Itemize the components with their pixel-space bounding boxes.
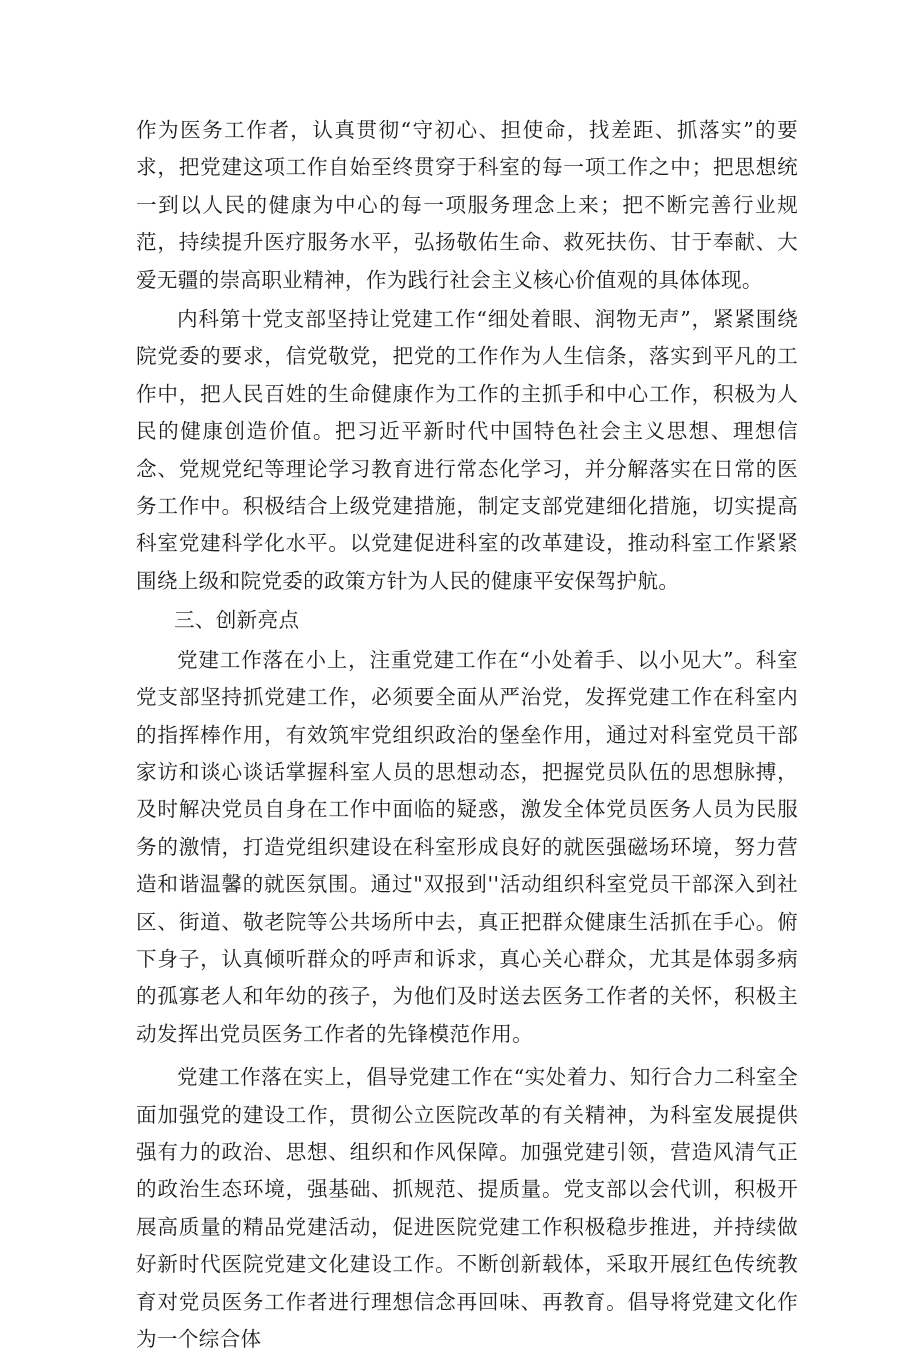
paragraph-small: 党建工作落在小上，注重党建工作在“小处着手、以小见大”。科室党支部坚持抓党建工作，必须要全面从严治党，发挥党建工作在科室内的指挥棒作用，有效筑牢党组织政治的堡垒作用，通过对科室党员干部家访和谈心谈话掌握科室人员的思想动态，把握党员队伍的思想脉搏，及时解决党员自身在工作中面临的疑惑，激发全体党员医务人员为民服务的激情，打造党组织建设在科室形成良好的就医强磁场环境，努力营造和谐温馨的就医氛围。通过"双报到''活动组织科室党员干部深入到社区、街道、敬老院等公共场所中去，真正把群众健康生活抓在手心。俯下身子，认真倾听群众的呼声和诉求，真心关心群众，尤其是体弱多病的孤寡老人和年幼的孩子，为他们及时送去医务工作者的关怀，积极主动发挥出党员医务工作者的先锋模范作用。: [136, 647, 798, 1046]
document-body: [136, 112, 798, 1358]
paragraph-solid: 党建工作落在实上，倡导党建工作在“实处着力、知行合力二科室全面加强党的建设工作，贯彻公立医院改革的有关精神，为科室发展提供强有力的政治、思想、组织和作风保障。加强党建引领，营造风清气正的政治生态环境，强基础、抓规范、提质量。党支部以会代训，积极开展高质量的精品党建活动，促进医院党建工作积极稳步推进，并持续做好新时代医院党建文化建设工作。不断创新载体，采取开展红色传统教育对党员医务工作者进行理想信念再回味、再教育。倡导将党建文化作为一个综合体: [136, 1065, 798, 1351]
section-heading: 三、创新亮点: [174, 608, 300, 633]
paragraph-duty: 作为医务工作者，认真贯彻“守初心、担使命，找差距、抓落实”的要求，把党建这项工作自始至终贯穿于科室的每一项工作之中；把思想统一到以人民的健康为中心的每一项服务理念上来；把不断完善行业规范，持续提升医疗服务水平，弘扬敬佑生命、救死扶伤、甘于奉献、大爱无疆的崇高职业精神，作为践行社会主义核心价值观的具体体现。: [136, 118, 798, 292]
paragraph-branch: 内科第十党支部坚持让党建工作“细处着眼、润物无声”，紧紧围绕院党委的要求，信党敬党，把党的工作作为人生信条，落实到平凡的工作中，把人民百姓的生命健康作为工作的主抓手和中心工作，积极为人民的健康创造价值。把习近平新时代中国特色社会主义思想、理想信念、党规党纪等理论学习教育进行常态化学习，并分解落实在日常的医务工作中。积极结合上级党建措施，制定支部党建细化措施，切实提高科室党建科学化水平。以党建促进科室的改革建设，推动科室工作紧紧围绕上级和院党委的政策方针为人民的健康平安保驾护航。: [136, 307, 798, 593]
